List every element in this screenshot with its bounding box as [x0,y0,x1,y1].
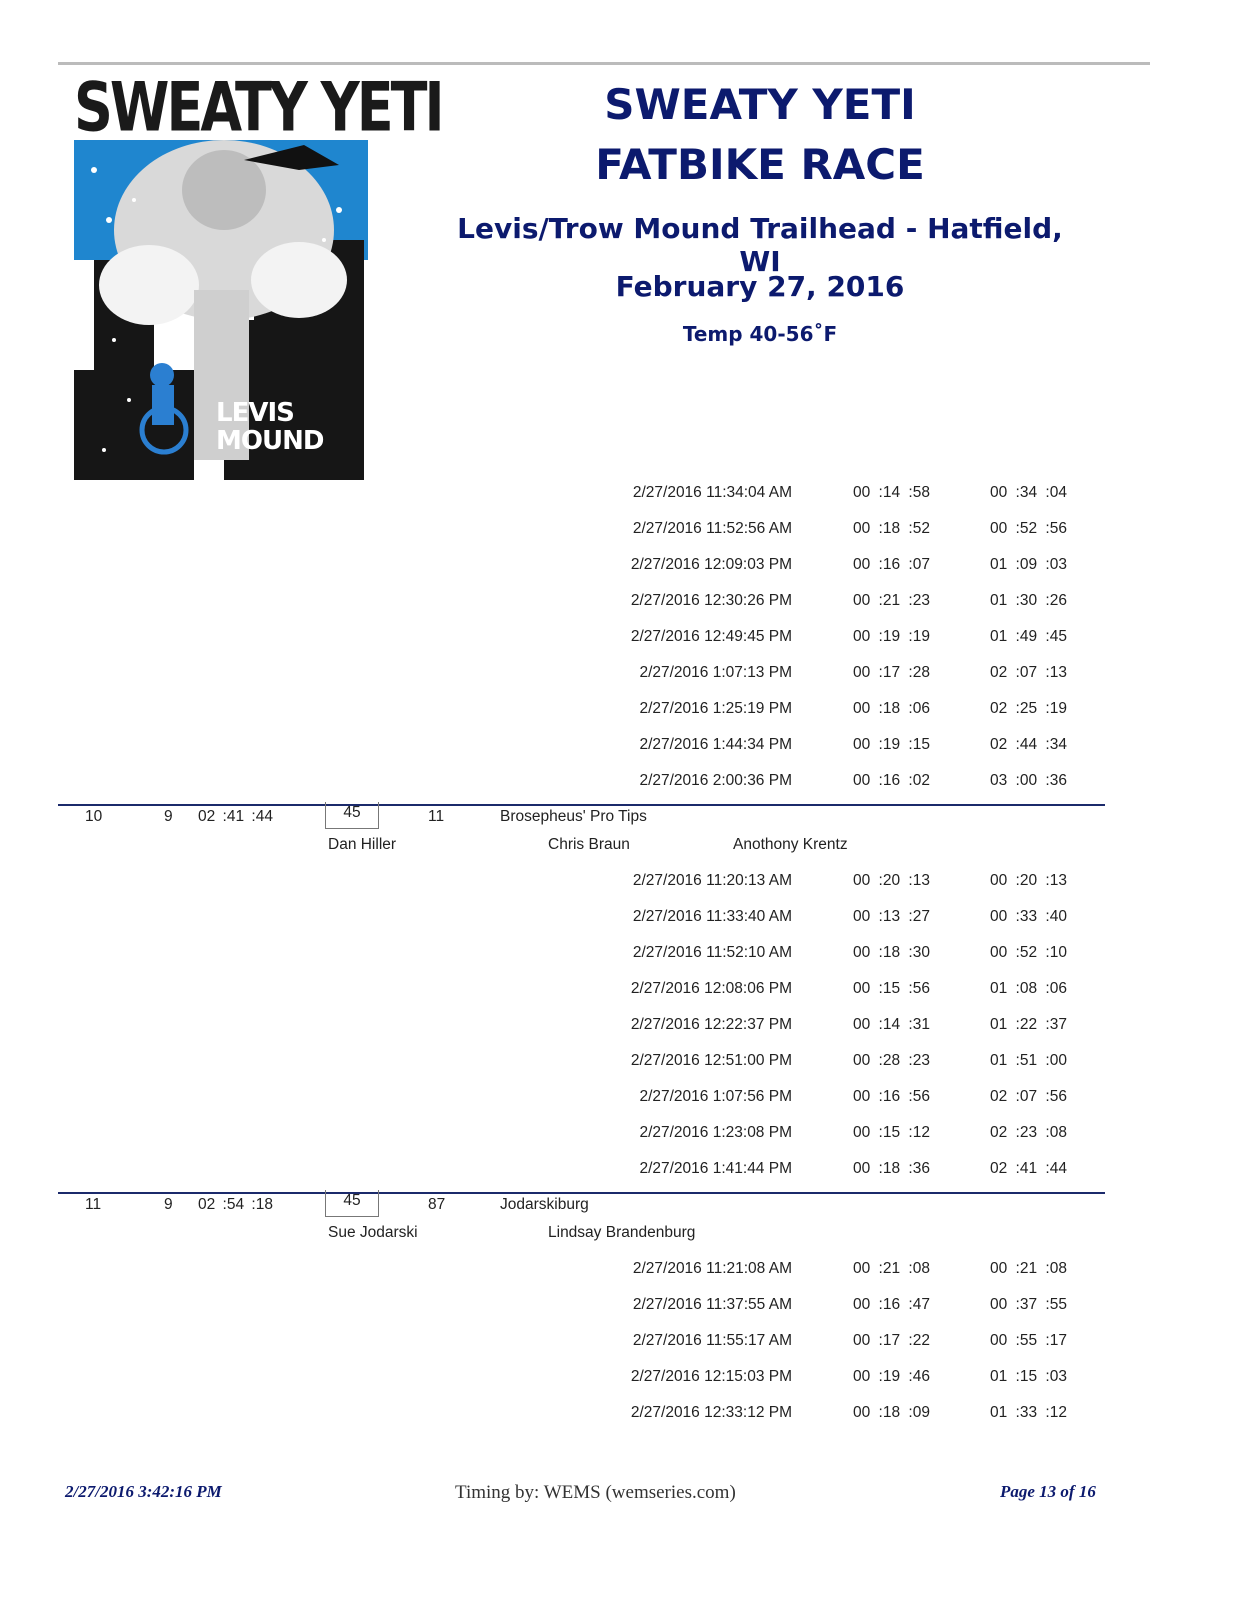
split-time: 2/27/2016 11:33:40 AM [632,908,792,925]
team-name: Jodarskiburg [500,1196,589,1213]
split-time: 2/27/2016 2:00:36 PM [639,772,792,789]
team-bib: 87 [428,1196,446,1213]
split-row [0,1124,1237,1160]
team-member: Anothony Krentz [733,836,848,853]
split-row [0,1404,1237,1440]
split-total: 03 :00 :36 [990,772,1067,789]
poster-subtitle-levis: LEVIS [216,398,294,428]
split-row [0,1052,1237,1088]
split-time: 2/27/2016 1:44:34 PM [639,736,792,753]
split-lap: 00 :17 :28 [853,664,930,681]
sweaty-yeti-poster-logo [74,67,442,490]
race-date: February 27, 2016 [615,270,905,303]
split-total: 02 :44 :34 [990,736,1067,753]
split-lap: 00 :18 :30 [853,944,930,961]
split-lap: 00 :18 :09 [853,1404,930,1421]
split-row [0,1016,1237,1052]
split-row [0,980,1237,1016]
split-time: 2/27/2016 1:07:56 PM [639,1088,792,1105]
split-time: 2/27/2016 1:41:44 PM [639,1160,792,1177]
split-row [0,944,1237,980]
split-lap: 00 :19 :46 [853,1368,930,1385]
split-time: 2/27/2016 12:33:12 PM [630,1404,792,1421]
split-total: 00 :52 :10 [990,944,1067,961]
split-time: 2/27/2016 11:52:10 AM [632,944,792,961]
split-total: 01 :30 :26 [990,592,1067,609]
footer-timing-credit: Timing by: WEMS (wemseries.com) [455,1482,736,1503]
split-lap: 00 :21 :08 [853,1260,930,1277]
team-time: 02 :54 :18 [198,1196,273,1213]
split-time: 2/27/2016 12:08:06 PM [630,980,792,997]
split-time: 2/27/2016 12:15:03 PM [630,1368,792,1385]
team-member: Sue Jodarski [328,1224,418,1241]
split-total: 01 :49 :45 [990,628,1067,645]
split-row [0,664,1237,700]
split-row [0,520,1237,556]
split-lap: 00 :28 :23 [853,1052,930,1069]
split-time: 2/27/2016 12:22:37 PM [630,1016,792,1033]
split-time: 2/27/2016 1:23:08 PM [639,1124,792,1141]
split-lap: 00 :16 :07 [853,556,930,573]
footer-printed-timestamp: 2/27/2016 3:42:16 PM [65,1482,222,1501]
team-time: 02 :41 :44 [198,808,273,825]
race-location: Levis/Trow Mound Trailhead - Hatfield, WI [457,212,1063,278]
split-lap: 00 :19 :19 [853,628,930,645]
split-row [0,484,1237,520]
split-lap: 00 :14 :31 [853,1016,930,1033]
split-row [0,872,1237,908]
split-time: 2/27/2016 12:09:03 PM [630,556,792,573]
split-lap: 00 :18 :36 [853,1160,930,1177]
footer-page-number: Page 13 of 16 [1000,1482,1096,1501]
split-total: 00 :34 :04 [990,484,1067,501]
split-time: 2/27/2016 1:25:19 PM [639,700,792,717]
split-row [0,700,1237,736]
split-total: 00 :55 :17 [990,1332,1067,1349]
team-member: Dan Hiller [328,836,397,853]
split-total: 02 :25 :19 [990,700,1067,717]
split-time: 2/27/2016 11:21:08 AM [632,1260,792,1277]
team-member: Chris Braun [548,836,630,853]
split-lap: 00 :15 :12 [853,1124,930,1141]
split-total: 01 :08 :06 [990,980,1067,997]
split-total: 00 :37 :55 [990,1296,1067,1313]
race-title-line2: FATBIKE RACE [595,140,925,189]
race-title-line1: SWEATY YETI [604,80,916,129]
split-time: 2/27/2016 11:20:13 AM [632,872,792,889]
split-time: 2/27/2016 11:37:55 AM [632,1296,792,1313]
split-time: 2/27/2016 11:52:56 AM [632,520,792,537]
split-lap: 00 :14 :58 [853,484,930,501]
split-total: 01 :51 :00 [990,1052,1067,1069]
split-row [0,1160,1237,1196]
split-row [0,1332,1237,1368]
split-time: 2/27/2016 11:55:17 AM [632,1332,792,1349]
split-lap: 00 :16 :02 [853,772,930,789]
split-lap: 00 :17 :22 [853,1332,930,1349]
team-name: Brosepheus' Pro Tips [500,808,647,825]
team-laps: 9 [164,808,173,825]
poster-title: SWEATY YETI [74,67,442,147]
split-lap: 00 :18 :06 [853,700,930,717]
split-total: 02 :07 :13 [990,664,1067,681]
split-total: 00 :20 :13 [990,872,1067,889]
poster-subtitle-mound: MOUND [216,426,324,456]
split-total: 01 :22 :37 [990,1016,1067,1033]
team-divider [58,1192,1105,1194]
split-lap: 00 :19 :15 [853,736,930,753]
split-total: 01 :09 :03 [990,556,1067,573]
split-total: 02 :41 :44 [990,1160,1067,1177]
split-total: 00 :52 :56 [990,520,1067,537]
race-temperature: Temp 40-56˚F [682,322,838,346]
split-row [0,1296,1237,1332]
team-divider [58,804,1105,806]
split-lap: 00 :16 :56 [853,1088,930,1105]
split-row [0,736,1237,772]
split-row [0,908,1237,944]
split-lap: 00 :15 :56 [853,980,930,997]
split-total: 00 :33 :40 [990,908,1067,925]
split-time: 2/27/2016 12:51:00 PM [630,1052,792,1069]
split-time: 2/27/2016 12:30:26 PM [630,592,792,609]
split-lap: 00 :20 :13 [853,872,930,889]
split-row [0,1260,1237,1296]
team-place: 10 [85,808,103,825]
team-category-box: 45 [325,802,379,829]
top-rule [58,62,1150,65]
split-total: 01 :33 :12 [990,1404,1067,1421]
split-row [0,1088,1237,1124]
split-row [0,592,1237,628]
team-laps: 9 [164,1196,173,1213]
split-row [0,556,1237,592]
split-time: 2/27/2016 1:07:13 PM [639,664,792,681]
team-category-box: 45 [325,1190,379,1217]
split-total: 00 :21 :08 [990,1260,1067,1277]
team-place: 11 [85,1196,102,1213]
split-row [0,1368,1237,1404]
split-total: 02 :07 :56 [990,1088,1067,1105]
split-total: 02 :23 :08 [990,1124,1067,1141]
split-lap: 00 :21 :23 [853,592,930,609]
split-lap: 00 :16 :47 [853,1296,930,1313]
split-row [0,628,1237,664]
split-row [0,772,1237,808]
split-time: 2/27/2016 11:34:04 AM [632,484,792,501]
split-lap: 00 :13 :27 [853,908,930,925]
split-total: 01 :15 :03 [990,1368,1067,1385]
team-member: Lindsay Brandenburg [548,1224,696,1241]
split-time: 2/27/2016 12:49:45 PM [630,628,792,645]
team-bib: 11 [428,808,445,825]
split-lap: 00 :18 :52 [853,520,930,537]
